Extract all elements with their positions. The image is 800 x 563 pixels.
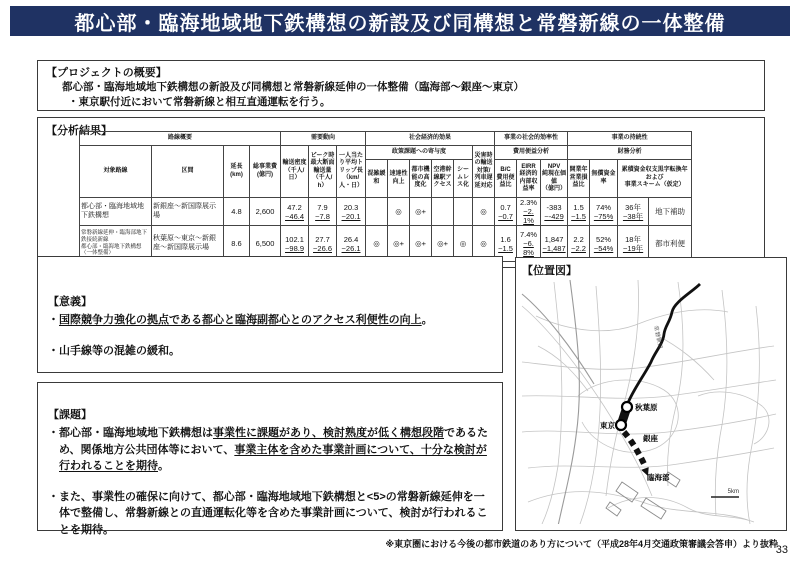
akihabara-label: 秋葉原 — [635, 403, 658, 412]
table-header-cell: 災害時の輸送対策/列車遅延対応 — [473, 146, 495, 198]
table-header-cell: 事業の持続性 — [568, 132, 692, 146]
table-header-cell: 社会経済的効果 — [366, 132, 495, 146]
table-cell: 6,500 — [250, 226, 281, 262]
table-cell: 27.7 ~26.6 — [309, 226, 337, 262]
table-cell: 都市利便 — [649, 226, 692, 262]
overview-line-2: ・東京駅付近において常磐新線と相互直通運転を行う。 — [68, 96, 331, 109]
table-cell: 102.1 ~98.9 — [281, 226, 309, 262]
location-map-box — [515, 257, 787, 531]
overview-line-1: 都心部・臨海地域地下鉄構想の新設及び同構想と常磐新線延伸の一体整備（臨海部～銀座～東京） — [62, 81, 524, 93]
table-header-cell: 需要動向 — [281, 132, 366, 146]
table-header-cell: 空港幹線駅アクセス — [432, 160, 454, 198]
table-cell: 52% ~54% — [590, 226, 618, 262]
table-cell: 7.4% ~6.8% — [517, 226, 541, 262]
planned-subway-dashed — [624, 432, 645, 466]
table-cell: 18年 ~19年 — [618, 226, 649, 262]
table-header-cell: 速達性向上 — [388, 160, 410, 198]
bullet-item: ・国際競争力強化の拠点である都心と臨海副都心とのアクセス利便性の向上。 — [48, 314, 433, 326]
table-header-cell: 輸送密度 （千人/ 日） — [281, 146, 309, 198]
significance-heading: 【意義】 — [48, 296, 92, 308]
issues-heading: 【課題】 — [48, 409, 92, 421]
table-header-cell: 無償資金率 — [590, 160, 618, 198]
table-header-cell: 一人当たり平均トリップ長（km/人・日） — [337, 146, 366, 198]
table-cell: -383 ~-429 — [541, 198, 568, 226]
table-cell — [432, 198, 454, 226]
table-header-cell: 費用便益分析 — [495, 146, 568, 160]
table-cell: 都心部・臨海地域地下鉄構想 — [80, 198, 152, 226]
significance-bullets — [48, 312, 490, 359]
table-cell: 1,847 ~1,487 — [541, 226, 568, 262]
table-header-cell: NPV 純現在価値 （億円） — [541, 160, 568, 198]
table-header-cell: 累積資金収支黒字転換年 および 事業スキーム（仮定） — [618, 160, 692, 198]
analysis-results-box — [37, 117, 765, 268]
table-cell: 1.5 ~1.5 — [568, 198, 590, 226]
page-number: 33 — [775, 544, 788, 556]
table-cell: 47.2 ~46.4 — [281, 198, 309, 226]
ginza-label: 銀座 — [643, 434, 658, 443]
table-header-cell: 延長 (km) — [224, 146, 250, 198]
table-header-cell: ピーク時最大断面輸送量（千人/h） — [309, 146, 337, 198]
table-header-cell: 政策課題への寄与度 — [366, 146, 473, 160]
scale-label: 5km — [727, 489, 739, 495]
akihabara-station-marker — [622, 402, 632, 412]
table-header-cell: B/C 費用便益比 — [495, 160, 517, 198]
table-cell: 74% ~75% — [590, 198, 618, 226]
table-cell: ◎ — [366, 226, 388, 262]
table-header-cell: 区間 — [152, 146, 224, 198]
table-cell: 36年 ~38年 — [618, 198, 649, 226]
table-cell: ◎+ — [432, 226, 454, 262]
table-cell: 4.8 — [224, 198, 250, 226]
table-cell: ◎+ — [410, 226, 432, 262]
table-cell — [366, 198, 388, 226]
bullet-item: ・山手線等の混雑の緩和。 — [48, 344, 180, 357]
table-header-cell: 事業の社会的効率性 — [495, 132, 568, 146]
table-cell: 2.3% ~2.1% — [517, 198, 541, 226]
table-cell: 1.6 ~1.5 — [495, 226, 517, 262]
analysis-table — [79, 131, 692, 262]
table-cell: ◎ — [473, 226, 495, 262]
table-header-cell: 対象路線 — [80, 146, 152, 198]
table-cell: 新銀座～新国際展示場 — [152, 198, 224, 226]
bullet-item: ・また、事業性の確保に向けて、都心部・臨海地域地下鉄構想と<5>の常磐新線延伸を一体で整備し、常磐新線との直通運転化等を含めた事業計画について、検討が行われることを期待。 — [48, 490, 488, 536]
project-overview-box — [37, 60, 765, 111]
table-header-cell: 混雑緩和 — [366, 160, 388, 198]
table-cell: 秋葉原～東京～新銀座～新国際展示場 — [152, 226, 224, 262]
table-cell: ◎ — [388, 198, 410, 226]
table-cell: 0.7 ~0.7 — [495, 198, 517, 226]
table-cell: 2.2 ~2.2 — [568, 226, 590, 262]
table-header-cell: 財務分析 — [568, 146, 692, 160]
table-header-cell: シームレス化 — [454, 160, 473, 198]
table-cell: 8.6 — [224, 226, 250, 262]
table-cell: 地下補助 — [649, 198, 692, 226]
table-cell: 常磐新線延伸・臨海部地下鉄接続新線 都心部・臨海地下鉄構想 （一体整備） — [80, 226, 152, 262]
bullet-item: ・都心部・臨海地域地下鉄構想は事業性に課題があり、検討熟度が低く構想段階であるため、関係地方公共団体等において、事業主体を含めた事業計画について、十分な検討が行われることを期待。 — [48, 427, 488, 472]
source-footnote: ※東京圏における今後の都市鉄道のあり方について（平成28年4月交通政策審議会答申）より抜粋 — [385, 539, 778, 549]
table-header-cell: 開業年営業損益比 — [568, 160, 590, 198]
table-cell: ◎ — [473, 198, 495, 226]
table-cell: 7.9 ~7.8 — [309, 198, 337, 226]
analysis-heading: 【分析結果】 — [46, 125, 112, 137]
location-map — [518, 276, 784, 524]
issues-bullets — [48, 425, 490, 538]
table-cell: ◎+ — [388, 226, 410, 262]
tokyo-station-marker — [616, 420, 626, 430]
table-header-cell: 都市機能の高度化 — [410, 160, 432, 198]
map-major-roads — [522, 280, 594, 524]
table-cell: ◎ — [454, 226, 473, 262]
map-road-network — [522, 280, 776, 524]
table-row — [80, 198, 692, 226]
table-cell: 26.4 ~26.1 — [337, 226, 366, 262]
table-header-cell: 総事業費 (億円) — [250, 146, 281, 198]
page-title: 都心部・臨海地域地下鉄構想の新設及び同構想と常磐新線の一体整備 — [10, 6, 790, 36]
table-header-cell: EIRR 経済的内部収益率 — [517, 160, 541, 198]
rinkai-label: 臨海部 — [647, 473, 670, 482]
table-header-cell: 路線概要 — [80, 132, 281, 146]
table-cell — [454, 198, 473, 226]
tokyo-label: 東京 — [600, 421, 615, 430]
issues-box — [37, 382, 503, 536]
significance-box — [37, 256, 503, 373]
joban-line-label: 常磐新線 — [652, 325, 663, 350]
table-cell: ◎+ — [410, 198, 432, 226]
table-cell: 2,600 — [250, 198, 281, 226]
table-cell: 20.3 ~20.1 — [337, 198, 366, 226]
map-heading: 【位置図】 — [522, 265, 577, 277]
overview-heading: 【プロジェクトの概要】 — [46, 67, 167, 79]
